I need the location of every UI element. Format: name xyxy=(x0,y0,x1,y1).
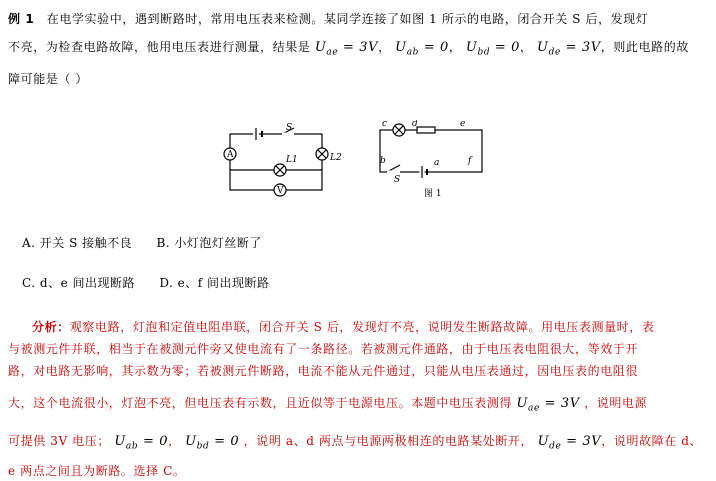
analysis-text-5c: ，说明故障在 d、 xyxy=(601,434,703,448)
point-a-label: a xyxy=(434,158,440,168)
eq-uae: $U_{ae} = 3V$ xyxy=(314,40,379,58)
analysis-line-5: 可提供 3V 电压； $U_{ab} = 0$， $U_{bd} = 0$ ，说明 a、d 两点与电源两极相连的电路某处断开， $U_{de} = 3V$，说明故障在 d、 xyxy=(8,434,703,452)
right-circuit-frame xyxy=(380,130,482,172)
option-d[interactable]: D. e、f 间出现断路 xyxy=(159,276,270,290)
voltmeter-label: V xyxy=(277,186,284,196)
switch-s-label-left: S xyxy=(286,123,293,133)
analysis-line-1 xyxy=(32,318,654,335)
analysis-line-6: e 两点之间且为断路。选择 C。 xyxy=(8,464,186,478)
lamp-l1-label: L1 xyxy=(286,155,298,165)
question-text-2-post: ，则此电路的故 xyxy=(600,40,689,54)
question-text-2: 不亮，为检查电路故障，他用电压表进行测量，结果是 xyxy=(8,40,311,54)
analysis-text-4: 大，这个电流很小，灯泡不亮，但电压表有示数，且近似等于电源电压。本题中电压表测得 xyxy=(8,396,513,410)
analysis-line-3: 路，对电路无影响，其示数为零；若被测元件断路，电流不能从元件通过，只能从电压表通过，因电压表的电阻很 xyxy=(8,364,639,378)
question-label: 例 1 xyxy=(8,12,35,26)
analysis-eq-ubd: $U_{bd} = 0$ xyxy=(185,434,240,452)
resistor-icon xyxy=(417,127,435,133)
analysis-eq-ude: $U_{de} = 3V$ xyxy=(537,434,602,452)
option-c[interactable]: C. d、e 间出现断路 xyxy=(22,276,135,290)
question-line-3: 障可能是（ ） xyxy=(8,72,89,86)
option-row-2 xyxy=(22,274,270,291)
question-line-1 xyxy=(8,10,648,27)
question-line-2: 不亮，为检查电路故障，他用电压表进行测量，结果是 $U_{ae} = 3V$， $U_{ab} = 0$， $U_{bd} = 0$， $U_{de} = 3V$，则此电路的故 xyxy=(8,40,689,58)
analysis-line-4 xyxy=(8,394,647,414)
ammeter-label: A xyxy=(227,150,234,160)
figure-1 xyxy=(222,120,492,204)
point-b-label: b xyxy=(380,156,386,166)
analysis-eq-uae: $U_{ae} = 3V$ xyxy=(516,396,580,414)
analysis-eq-uab: $U_{ab} = 0$ xyxy=(114,434,169,452)
eq-ubd: $U_{bd} = 0$ xyxy=(465,40,521,58)
analysis-line-2: 与被测元件并联，相当于在被测元件旁又使电流有了一条路径。若被测元件通路，由于电压表电阻很大，等效于开 xyxy=(8,342,639,356)
circuit-diagram xyxy=(222,120,492,200)
eq-uab: $U_{ab} = 0$ xyxy=(395,40,449,58)
point-e-label: e xyxy=(460,120,466,129)
analysis-text-4-post: ，说明电源 xyxy=(584,396,648,410)
left-circuit-frame xyxy=(230,134,322,190)
point-f-label: f xyxy=(468,156,472,166)
option-a[interactable]: A. 开关 S 接触不良 xyxy=(22,236,133,250)
option-row-1 xyxy=(22,234,262,251)
analysis-text-5a: 可提供 3V 电压； xyxy=(8,434,110,448)
switch-s-label-right: S xyxy=(394,175,401,185)
analysis-text-1: 观察电路，灯泡和定值电阻串联，闭合开关 S 后，发现灯不亮，说明发生断路故障。用电压表测量时，表 xyxy=(69,320,655,334)
point-d-label: d xyxy=(412,120,418,129)
analysis-label: 分析： xyxy=(32,320,70,334)
lamp-l2-label: L2 xyxy=(330,153,342,163)
analysis-text-5b: ，说明 a、d 两点与电源两极相连的电路某处断开， xyxy=(243,434,534,448)
figure-caption: 图 1 xyxy=(424,189,442,199)
question-text-1: 在电学实验中，遇到断路时，常用电压表来检测。某同学连接了如图 1 所示的电路，闭合开关 S 后，发现灯 xyxy=(46,12,649,26)
option-b[interactable]: B. 小灯泡灯丝断了 xyxy=(156,236,262,250)
point-c-label: c xyxy=(382,120,388,129)
eq-ude: $U_{de} = 3V$ xyxy=(537,40,601,58)
